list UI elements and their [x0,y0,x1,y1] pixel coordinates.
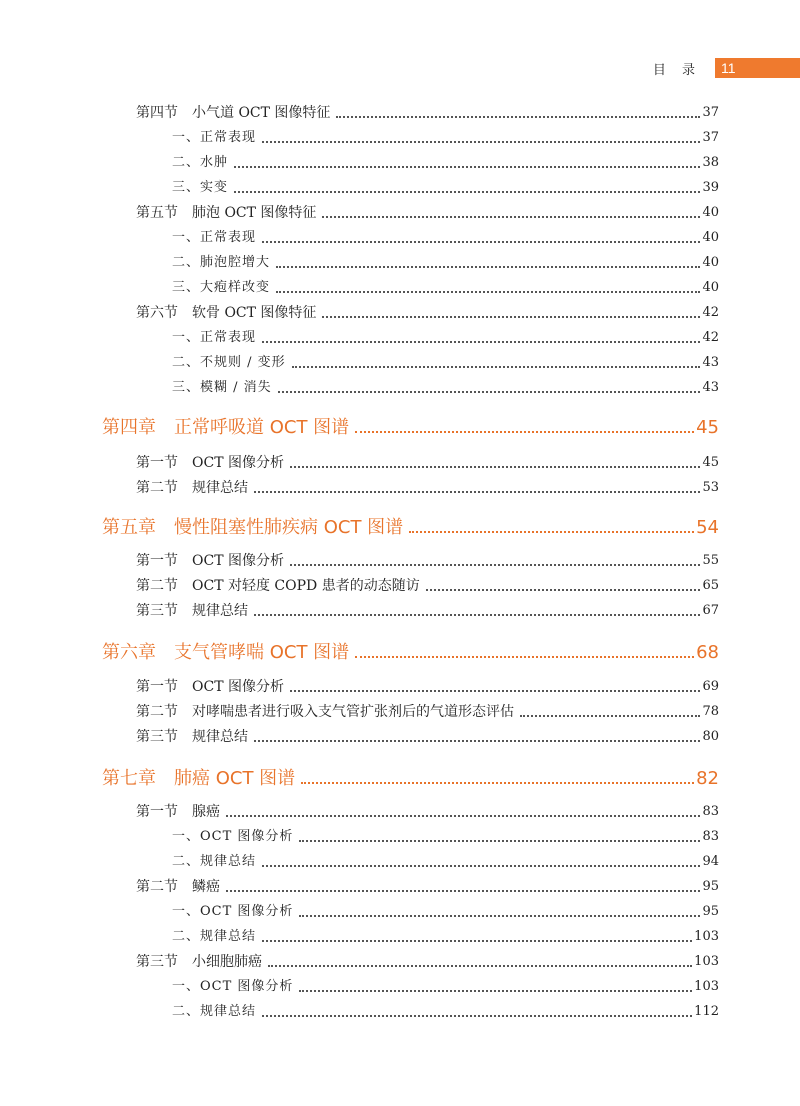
dot-leader [299,840,700,842]
toc-entry-label: 第三节 规律总结 [136,603,248,619]
toc-section[interactable] [136,602,719,620]
dot-leader [292,366,701,368]
toc-subsection[interactable] [172,354,719,372]
toc-entry-page: 40 [702,255,719,270]
toc-entry-label: 二、水肿 [172,155,229,170]
toc-entry-page: 43 [702,380,719,395]
toc-entry-page: 103 [694,954,719,969]
toc-subsection[interactable] [172,254,719,272]
toc-section[interactable] [136,953,719,971]
dot-leader [299,915,700,917]
toc-entry-page: 40 [702,205,719,220]
toc-section[interactable] [136,104,719,122]
toc-subsection[interactable] [172,903,719,921]
page-header [653,58,800,78]
toc-entry-page: 103 [694,979,719,994]
toc-entry-page: 112 [694,1004,719,1019]
toc-entry-page: 40 [702,280,719,295]
toc-subsection[interactable] [172,853,719,871]
toc-entry-label: 三、大疱样改变 [172,280,271,295]
toc-subsection[interactable] [172,154,719,172]
toc-section[interactable] [136,204,719,222]
toc-chapter[interactable] [102,641,719,665]
toc-subsection[interactable] [172,828,719,846]
dot-leader [268,965,692,967]
toc-entry-label: 第三节 规律总结 [136,729,248,745]
dot-leader [409,531,694,533]
toc-entry-label: 二、规律总结 [172,929,257,944]
dot-leader [355,656,694,658]
toc-subsection[interactable] [172,129,719,147]
dot-leader [355,431,694,433]
toc-entry-page: 83 [702,804,719,819]
dot-leader [276,291,700,293]
toc-entry-label: 第三节 小细胞肺癌 [136,954,262,970]
toc-subsection[interactable] [172,928,719,946]
toc-entry-label: 二、不规则 / 变形 [172,355,286,370]
toc-entry-label: 第一节 OCT 图像分析 [136,553,284,569]
toc-section[interactable] [136,577,719,595]
toc-subsection[interactable] [172,179,719,197]
toc-entry-page: 45 [702,455,719,470]
toc-entry-label: 第四节 小气道 OCT 图像特征 [136,105,331,121]
toc-entry-page: 54 [696,517,719,538]
toc-section[interactable] [136,454,719,472]
toc-section[interactable] [136,728,719,746]
toc-subsection[interactable] [172,379,719,397]
toc-entry-label: 第六章 支气管哮喘 OCT 图谱 [102,642,350,663]
toc-entry-page: 65 [702,578,719,593]
toc-entry-label: 一、OCT 图像分析 [172,979,294,994]
toc-subsection[interactable] [172,229,719,247]
toc-entry-page: 78 [702,704,719,719]
toc-entry-page: 39 [702,180,719,195]
toc-entry-page: 80 [702,729,719,744]
dot-leader [262,865,700,867]
toc-entry-page: 42 [702,330,719,345]
toc-entry-page: 55 [702,553,719,568]
toc-entry-page: 94 [702,854,719,869]
toc-entry-label: 一、OCT 图像分析 [172,829,294,844]
dot-leader [262,940,692,942]
dot-leader [262,1015,692,1017]
dot-leader [254,491,700,493]
page-number-badge: 11 [715,58,800,78]
toc-entry-label: 第一节 OCT 图像分析 [136,455,284,471]
toc-entry-label: 第二节 规律总结 [136,480,248,496]
dot-leader [301,782,694,784]
toc-subsection[interactable] [172,978,719,996]
toc-entry-label: 一、正常表现 [172,130,257,145]
dot-leader [299,990,692,992]
dot-leader [336,116,700,118]
dot-leader [322,316,700,318]
dot-leader [226,815,700,817]
dot-leader [234,166,700,168]
toc-section[interactable] [136,304,719,322]
dot-leader [262,341,700,343]
dot-leader [290,690,700,692]
toc-entry-page: 83 [702,829,719,844]
toc-section[interactable] [136,552,719,570]
toc-section[interactable] [136,479,719,497]
dot-leader [276,266,700,268]
toc-entry-page: 40 [702,230,719,245]
toc-entry-label: 第一节 腺癌 [136,804,220,820]
toc-entry-label: 第六节 软骨 OCT 图像特征 [136,305,317,321]
dot-leader [426,589,701,591]
dot-leader [322,216,700,218]
dot-leader [254,740,700,742]
toc-entry-page: 37 [702,105,719,120]
toc-subsection[interactable] [172,279,719,297]
toc-entry-page: 42 [702,305,719,320]
dot-leader [520,715,700,717]
toc-entry-label: 一、正常表现 [172,230,257,245]
toc-entry-page: 38 [702,155,719,170]
toc-entry-page: 67 [702,603,719,618]
toc-entry-page: 37 [702,130,719,145]
toc-entry-page: 68 [696,642,719,663]
toc-entry-label: 一、OCT 图像分析 [172,904,294,919]
dot-leader [290,466,700,468]
toc-entry-label: 第五章 慢性阻塞性肺疾病 OCT 图谱 [102,517,404,538]
toc-entry-page: 82 [696,768,719,789]
toc-entry-label: 第四章 正常呼吸道 OCT 图谱 [102,417,350,438]
toc-entry-page: 95 [702,904,719,919]
toc-section[interactable] [136,803,719,821]
toc-entry-label: 一、正常表现 [172,330,257,345]
toc-section[interactable] [136,678,719,696]
dot-leader [234,191,700,193]
dot-leader [226,890,700,892]
toc-entry-label: 第七章 肺癌 OCT 图谱 [102,768,296,789]
dot-leader [290,564,700,566]
dot-leader [262,141,700,143]
toc-entry-page: 103 [694,929,719,944]
toc-entry-label: 第二节 OCT 对轻度 COPD 患者的动态随访 [136,578,420,594]
toc-entry-page: 69 [702,679,719,694]
toc-chapter[interactable] [102,516,719,540]
toc-entry-label: 二、规律总结 [172,854,257,869]
toc-entry-page: 43 [702,355,719,370]
dot-leader [254,614,700,616]
header-title: 目 录 [652,62,701,78]
toc-entry-label: 第二节 对哮喘患者进行吸入支气管扩张剂后的气道形态评估 [136,704,514,720]
toc-entry-label: 二、肺泡腔增大 [172,255,271,270]
toc-subsection[interactable] [172,329,719,347]
toc-entry-label: 第五节 肺泡 OCT 图像特征 [136,205,317,221]
toc-entry-label: 第二节 鳞癌 [136,879,220,895]
toc-chapter[interactable] [102,416,719,440]
toc-section[interactable] [136,703,719,721]
toc-entry-label: 三、模糊 / 消失 [172,380,272,395]
toc-section[interactable] [136,878,719,896]
toc-entry-page: 45 [696,417,719,438]
toc-subsection[interactable] [172,1003,719,1021]
dot-leader [278,391,701,393]
toc-entry-page: 95 [702,879,719,894]
toc-entry-label: 第一节 OCT 图像分析 [136,679,284,695]
toc-entry-label: 二、规律总结 [172,1004,257,1019]
toc-entry-page: 53 [702,480,719,495]
toc-chapter[interactable] [102,767,719,791]
dot-leader [262,241,700,243]
toc-entry-label: 三、实变 [172,180,229,195]
